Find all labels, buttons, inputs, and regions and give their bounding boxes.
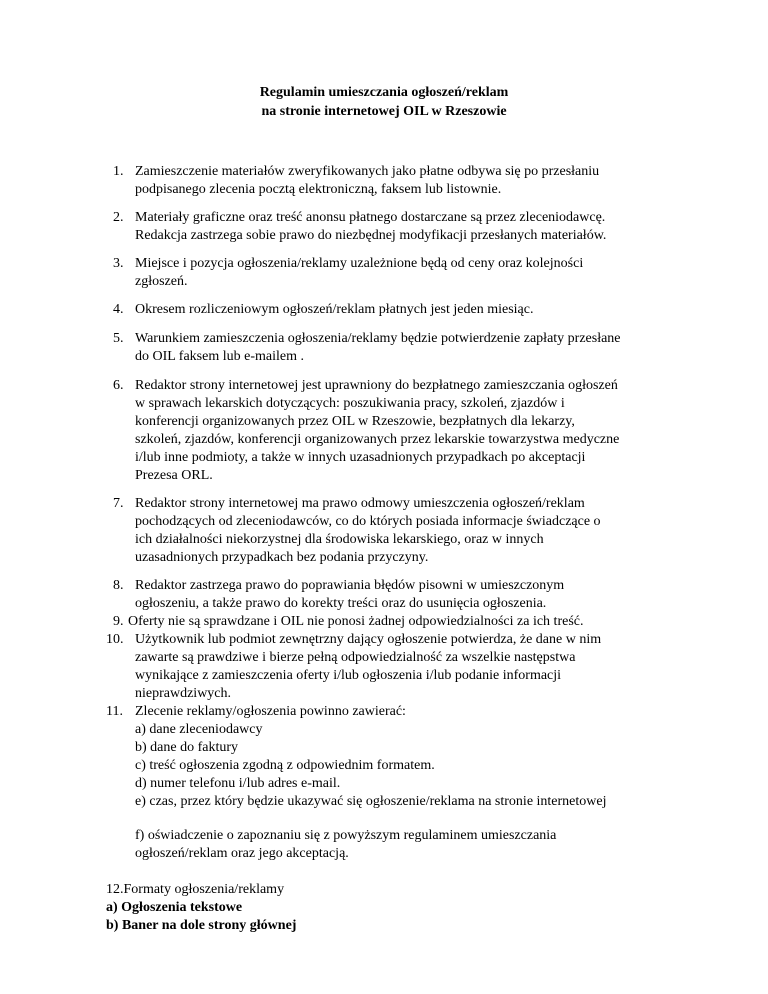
item-text-line: d) numer telefonu i/lub adres e-mail.: [135, 776, 341, 791]
item-text-line: Miejsce i pozycja ogłoszenia/reklamy uzależnione będą od ceny oraz kolejności: [135, 256, 584, 271]
item-number: 11.: [106, 704, 123, 719]
item-text-line: szkoleń, zjazdów, konferencji organizowanych przez lekarskie towarzystwa medyczne: [135, 432, 620, 447]
item-text-line: Redaktor strony internetowej jest uprawniony do bezpłatnego zamieszczania ogłoszeń: [135, 378, 618, 393]
item-text-line: ich działalności niekorzystnej dla środowiska lekarskiego, oraz w innych: [135, 532, 544, 547]
item-text-line: i/lub inne podmioty, a także w innych uzasadnionych przypadkach po akceptacji: [135, 450, 586, 465]
item-number: 9.: [113, 614, 124, 629]
item-number: 3.: [113, 256, 124, 271]
item-text-line: Warunkiem zamieszczenia ogłoszenia/reklamy będzie potwierdzenie zapłaty przesłane: [135, 331, 621, 346]
item-text-line: Użytkownik lub podmiot zewnętrzny dający ogłoszenie potwierdza, że dane w nim: [135, 632, 602, 647]
format-banner: b) Baner na dole strony głównej: [106, 918, 297, 933]
item-number: 4.: [113, 302, 124, 317]
item-text-line: podpisanego zlecenia pocztą elektroniczną, faksem lub listownie.: [135, 182, 502, 197]
item-text-line: ogłoszeń/reklam oraz jego akceptacją.: [135, 846, 349, 861]
item-text-line: Materiały graficzne oraz treść anonsu płatnego dostarczane są przez zleceniodawcę.: [135, 210, 606, 225]
item-text-line: do OIL faksem lub e-mailem .: [135, 349, 304, 364]
item-number: 7.: [113, 496, 124, 511]
item-text-line: uzasadnionych przypadkach bez podania przyczyny.: [135, 550, 429, 565]
item-text-line: e) czas, przez który będzie ukazywać się ogłoszenie/reklama na stronie internetowej: [135, 794, 607, 809]
item-number: 6.: [113, 378, 124, 393]
item-number: 5.: [113, 331, 124, 346]
item-text-line: zawarte są prawdziwe i bierze pełną odpowiedzialność za wszelkie następstwa: [135, 650, 576, 665]
item-number: 2.: [113, 210, 124, 225]
item-text-line: b) dane do faktury: [135, 740, 239, 755]
item-text-line: w sprawach lekarskich dotyczących: poszukiwania pracy, szkoleń, zjazdów i: [135, 396, 565, 411]
item-text-line: Okresem rozliczeniowym ogłoszeń/reklam płatnych jest jeden miesiąc.: [135, 302, 534, 317]
item-text-line: f) oświadczenie o zapoznaniu się z powyższym regulaminem umieszczania: [135, 828, 557, 843]
item-text-line: Oferty nie są sprawdzane i OIL nie ponosi żadnej odpowiedzialności za ich treść.: [128, 614, 584, 629]
item-text-line: zgłoszeń.: [135, 274, 188, 289]
item-text-line: Redaktor strony internetowej ma prawo odmowy umieszczenia ogłoszeń/reklam: [135, 496, 585, 511]
item-text-line: pochodzących od zleceniodawców, co do których posiada informacje świadczące o: [135, 514, 601, 529]
item-text-line: c) treść ogłoszenia zgodną z odpowiednim formatem.: [135, 758, 435, 773]
item-text-line: Zamieszczenie materiałów zweryfikowanych jako płatne odbywa się po przesłaniu: [135, 164, 600, 179]
item-text-line: wynikające z zamieszczenia oferty i/lub ogłoszenia i/lub podanie informacji: [135, 668, 562, 683]
item-text-line: Prezesa ORL.: [135, 468, 213, 483]
item-number: 10.: [106, 632, 124, 647]
format-text-ads: a) Ogłoszenia tekstowe: [106, 900, 243, 915]
item-number: 1.: [113, 164, 124, 179]
formats-heading: 12.Formaty ogłoszenia/reklamy: [106, 882, 285, 897]
item-text-line: Redaktor zastrzega prawo do poprawiania błędów pisowni w umieszczonym: [135, 578, 565, 593]
item-text-line: Redakcja zastrzega sobie prawo do niezbędnej modyfikacji przesłanych materiałów.: [135, 228, 607, 243]
item-text-line: ogłoszeniu, a także prawo do korekty treści oraz do usunięcia ogłoszenia.: [135, 596, 547, 611]
item-text-line: nieprawdziwych.: [135, 686, 232, 701]
item-text-line: a) dane zleceniodawcy: [135, 722, 263, 737]
document-title-line-2: na stronie internetowej OIL w Rzeszowie: [261, 104, 507, 119]
document-title-line-1: Regulamin umieszczania ogłoszeń/reklam: [259, 85, 509, 100]
item-text-line: konferencji organizowanych przez OIL w Rzeszowie, bezpłatnych dla lekarzy,: [135, 414, 575, 429]
item-number: 8.: [113, 578, 124, 593]
item-text-line: Zlecenie reklamy/ogłoszenia powinno zawierać:: [135, 704, 406, 719]
